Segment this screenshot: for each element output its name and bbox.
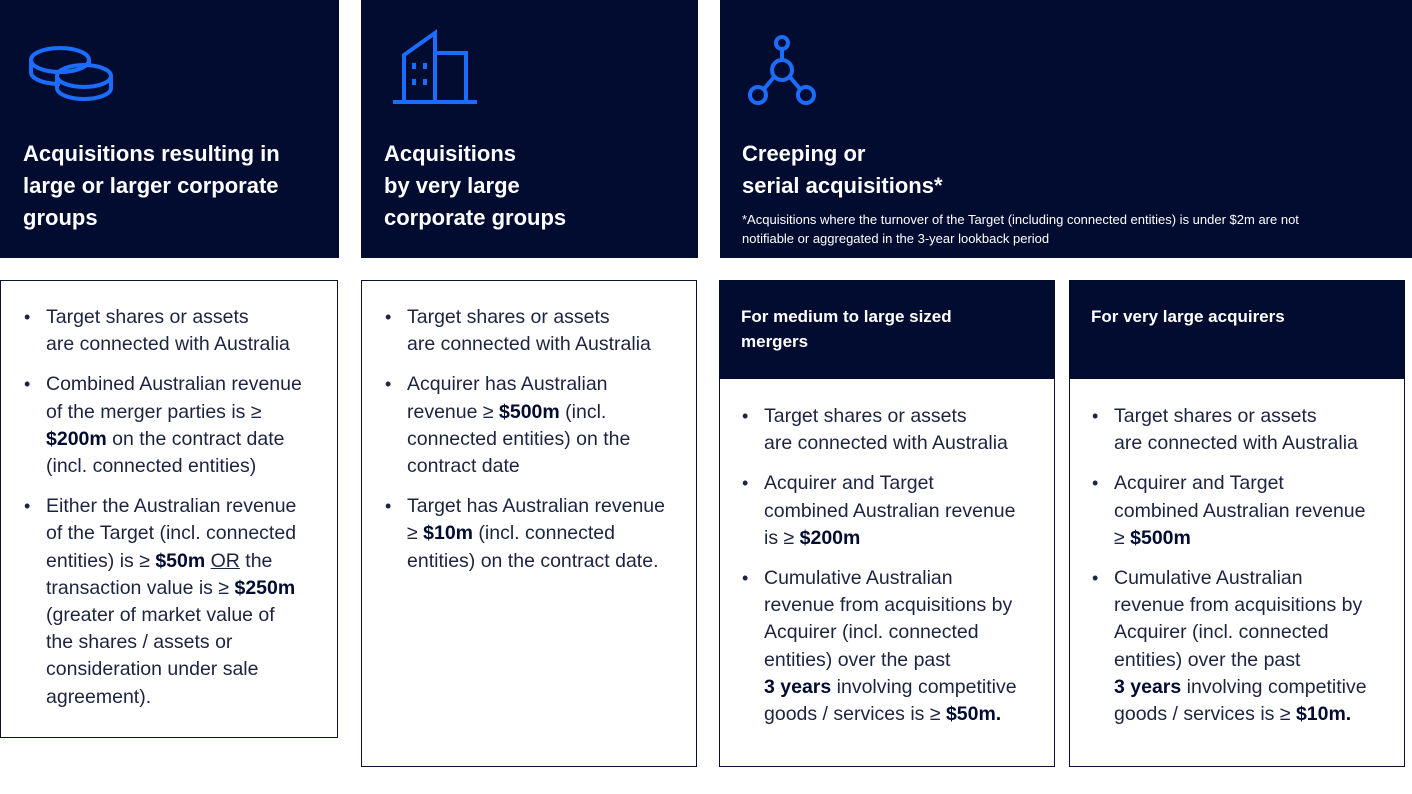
very-large-criteria-list (1092, 403, 1404, 741)
col3-very-large-box (1069, 280, 1405, 767)
footnote-line: *Acquisitions where the turnover of the Target (including connected entities) is under $2m are not (742, 212, 1299, 227)
coins-icon (26, 36, 118, 104)
col2-criteria-box (361, 280, 697, 767)
very-large-heading: For very large acquirers (1091, 307, 1285, 326)
title-line: serial acquisitions* (742, 173, 943, 198)
list-item: • Target has Australian revenue ≥ $10m (incl. connected entities) on the contract date. (385, 493, 695, 575)
title-line: corporate groups (384, 205, 567, 230)
title-line: Acquisitions resulting in (23, 141, 280, 166)
col1-criteria-box (0, 280, 338, 738)
list-item: • Target shares or assets are connected with Australia (742, 403, 1054, 457)
title-line: Creeping or (742, 141, 866, 166)
medium-heading-bar (719, 280, 1055, 379)
col2-title (384, 138, 566, 234)
list-item: • Acquirer has Australian revenue ≥ $500m (incl. connected entities) on the contract date (385, 371, 695, 480)
list-item: • Combined Australian revenue of the merger parties is ≥ $200m on the contract date (incl. connected entities) (24, 371, 334, 480)
list-item: • Cumulative Australian revenue from acquisitions by Acquirer (incl. connected entities) over the past 3 years involving competitive goods / services is ≥ $10m. (1092, 565, 1404, 728)
title-line: large or larger corporate (23, 173, 279, 198)
title-line: by very large (384, 173, 520, 198)
list-item: • Target shares or assets are connected with Australia (385, 304, 695, 358)
col2-criteria-list (385, 304, 695, 588)
list-item: • Acquirer and Target combined Australian revenue is ≥ $200m (742, 470, 1054, 552)
medium-heading: For medium to large sized mergers (741, 307, 952, 351)
list-item: • Either the Australian revenue of the Target (incl. connected entities) is ≥ $50m OR the transaction value is ≥ $250m (greater of market value of the shares / assets or consideration under sale agreement). (24, 493, 334, 711)
col1-header-panel (0, 0, 339, 258)
list-item: • Acquirer and Target combined Australian revenue ≥ $500m (1092, 470, 1404, 552)
col1-criteria-list (24, 304, 334, 724)
col3-header-panel (720, 0, 1412, 258)
medium-criteria-list (742, 403, 1054, 741)
col3-footnote (742, 210, 1402, 248)
col3-medium-box (719, 280, 1055, 767)
network-icon (746, 34, 818, 106)
list-item: • Cumulative Australian revenue from acquisitions by Acquirer (incl. connected entities) over the past 3 years involving competitive goods / services is ≥ $50m. (742, 565, 1054, 728)
building-icon (391, 29, 479, 105)
footnote-line: notifiable or aggregated in the 3-year lookback period (742, 231, 1050, 246)
list-item: • Target shares or assets are connected with Australia (1092, 403, 1404, 457)
title-line: groups (23, 205, 98, 230)
list-item: • Target shares or assets are connected with Australia (24, 304, 334, 358)
col3-title (742, 138, 943, 202)
very-large-heading-bar (1069, 280, 1405, 379)
col2-header-panel (361, 0, 698, 258)
title-line: Acquisitions (384, 141, 517, 166)
col1-title (23, 138, 280, 234)
